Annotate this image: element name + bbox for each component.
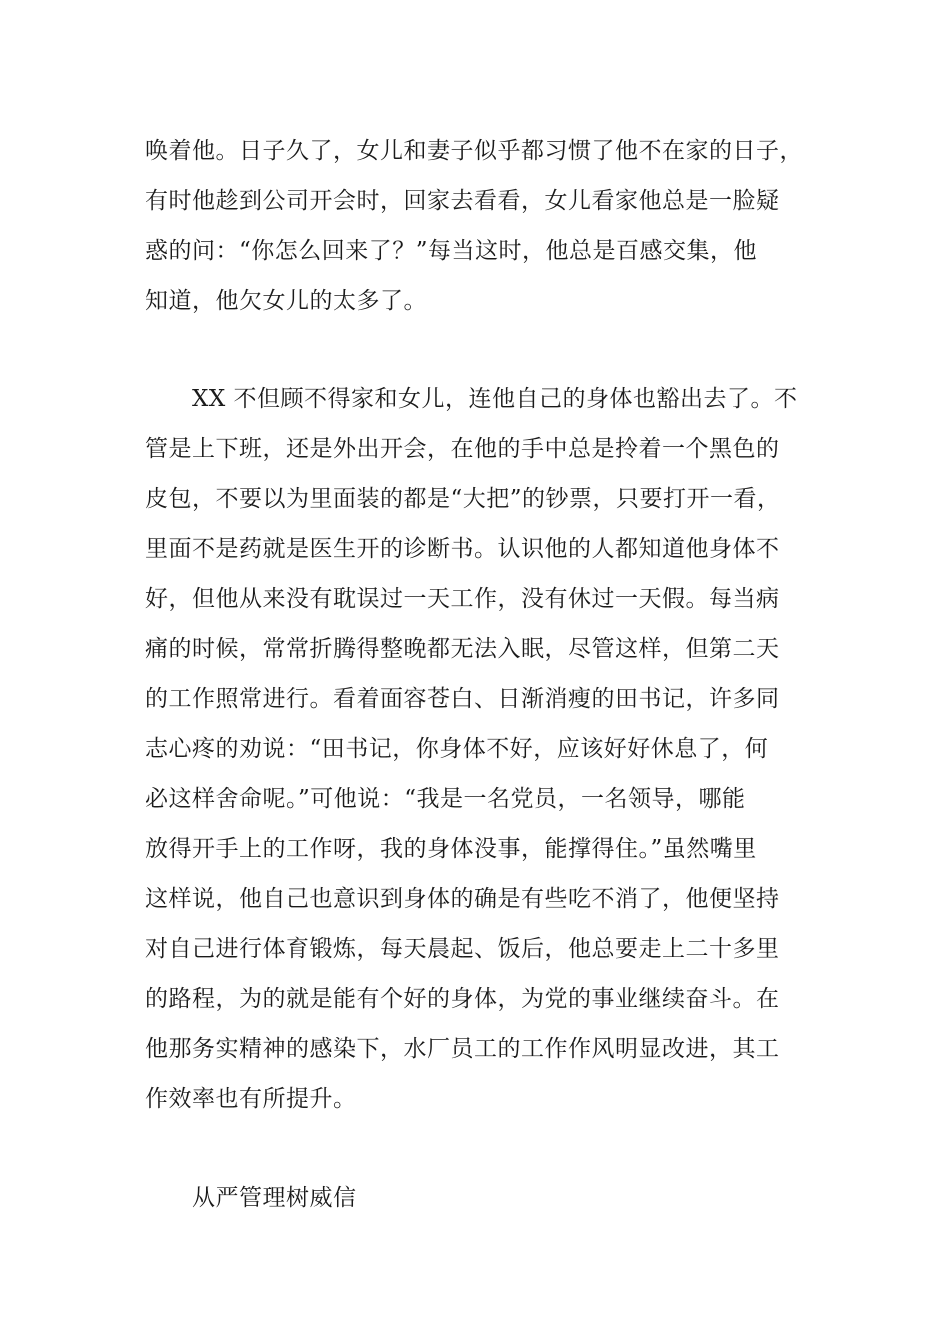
paragraph-line: 唤着他。日子久了，女儿和妻子似乎都习惯了他不在家的日子，	[145, 138, 803, 164]
paragraph-line: 里面不是药就是医生开的诊断书。认识他的人都知道他身体不	[145, 536, 780, 562]
paragraph-line: 惑的问：“你怎么回来了？”每当这时，他总是百感交集，他	[145, 238, 758, 264]
paragraph-2	[145, 374, 815, 1124]
section-heading: 从严管理树威信	[192, 1185, 357, 1211]
paragraph-line: 必这样舍命呢。”可他说：“我是一名党员，一名领导，哪能	[145, 786, 746, 812]
paragraph-first-line: XX 不但顾不得家和女儿，连他自己的身体也豁出去了。不	[192, 386, 798, 412]
paragraph-line: 这样说，他自己也意识到身体的确是有些吃不消了，他便坚持	[145, 886, 780, 912]
paragraph-line: 志心疼的劝说：“田书记，你身体不好，应该好好休息了，何	[145, 736, 769, 762]
paragraph-line: 有时他趁到公司开会时，回家去看看，女儿看家他总是一脸疑	[145, 188, 780, 214]
paragraph-line: 放得开手上的工作呀，我的身体没事，能撑得住。”虽然嘴里	[145, 836, 757, 862]
paragraph-line: 好，但他从来没有耽误过一天工作，没有休过一天假。每当病	[145, 586, 780, 612]
paragraph-line: 的路程，为的就是能有个好的身体，为党的事业继续奋斗。在	[145, 986, 780, 1012]
paragraph-line: 他那务实精神的感染下，水厂员工的工作作风明显改进，其工	[145, 1036, 780, 1062]
paragraph-line: 皮包，不要以为里面装的都是“大把”的钞票，只要打开一看，	[145, 486, 781, 512]
paragraph-line: 作效率也有所提升。	[145, 1086, 357, 1112]
paragraph-line: 痛的时候，常常折腾得整晚都无法入眠，尽管这样，但第二天	[145, 636, 780, 662]
paragraph-line: 知道，他欠女儿的太多了。	[145, 288, 427, 314]
paragraph-line: 对自己进行体育锻炼，每天晨起、饭后，他总要走上二十多里	[145, 936, 780, 962]
paragraph-1	[145, 126, 815, 326]
paragraph-line: 管是上下班，还是外出开会，在他的手中总是拎着一个黑色的	[145, 436, 780, 462]
section-heading-block	[145, 1173, 815, 1223]
paragraph-line: 的工作照常进行。看着面容苍白、日渐消瘦的田书记，许多同	[145, 686, 780, 712]
